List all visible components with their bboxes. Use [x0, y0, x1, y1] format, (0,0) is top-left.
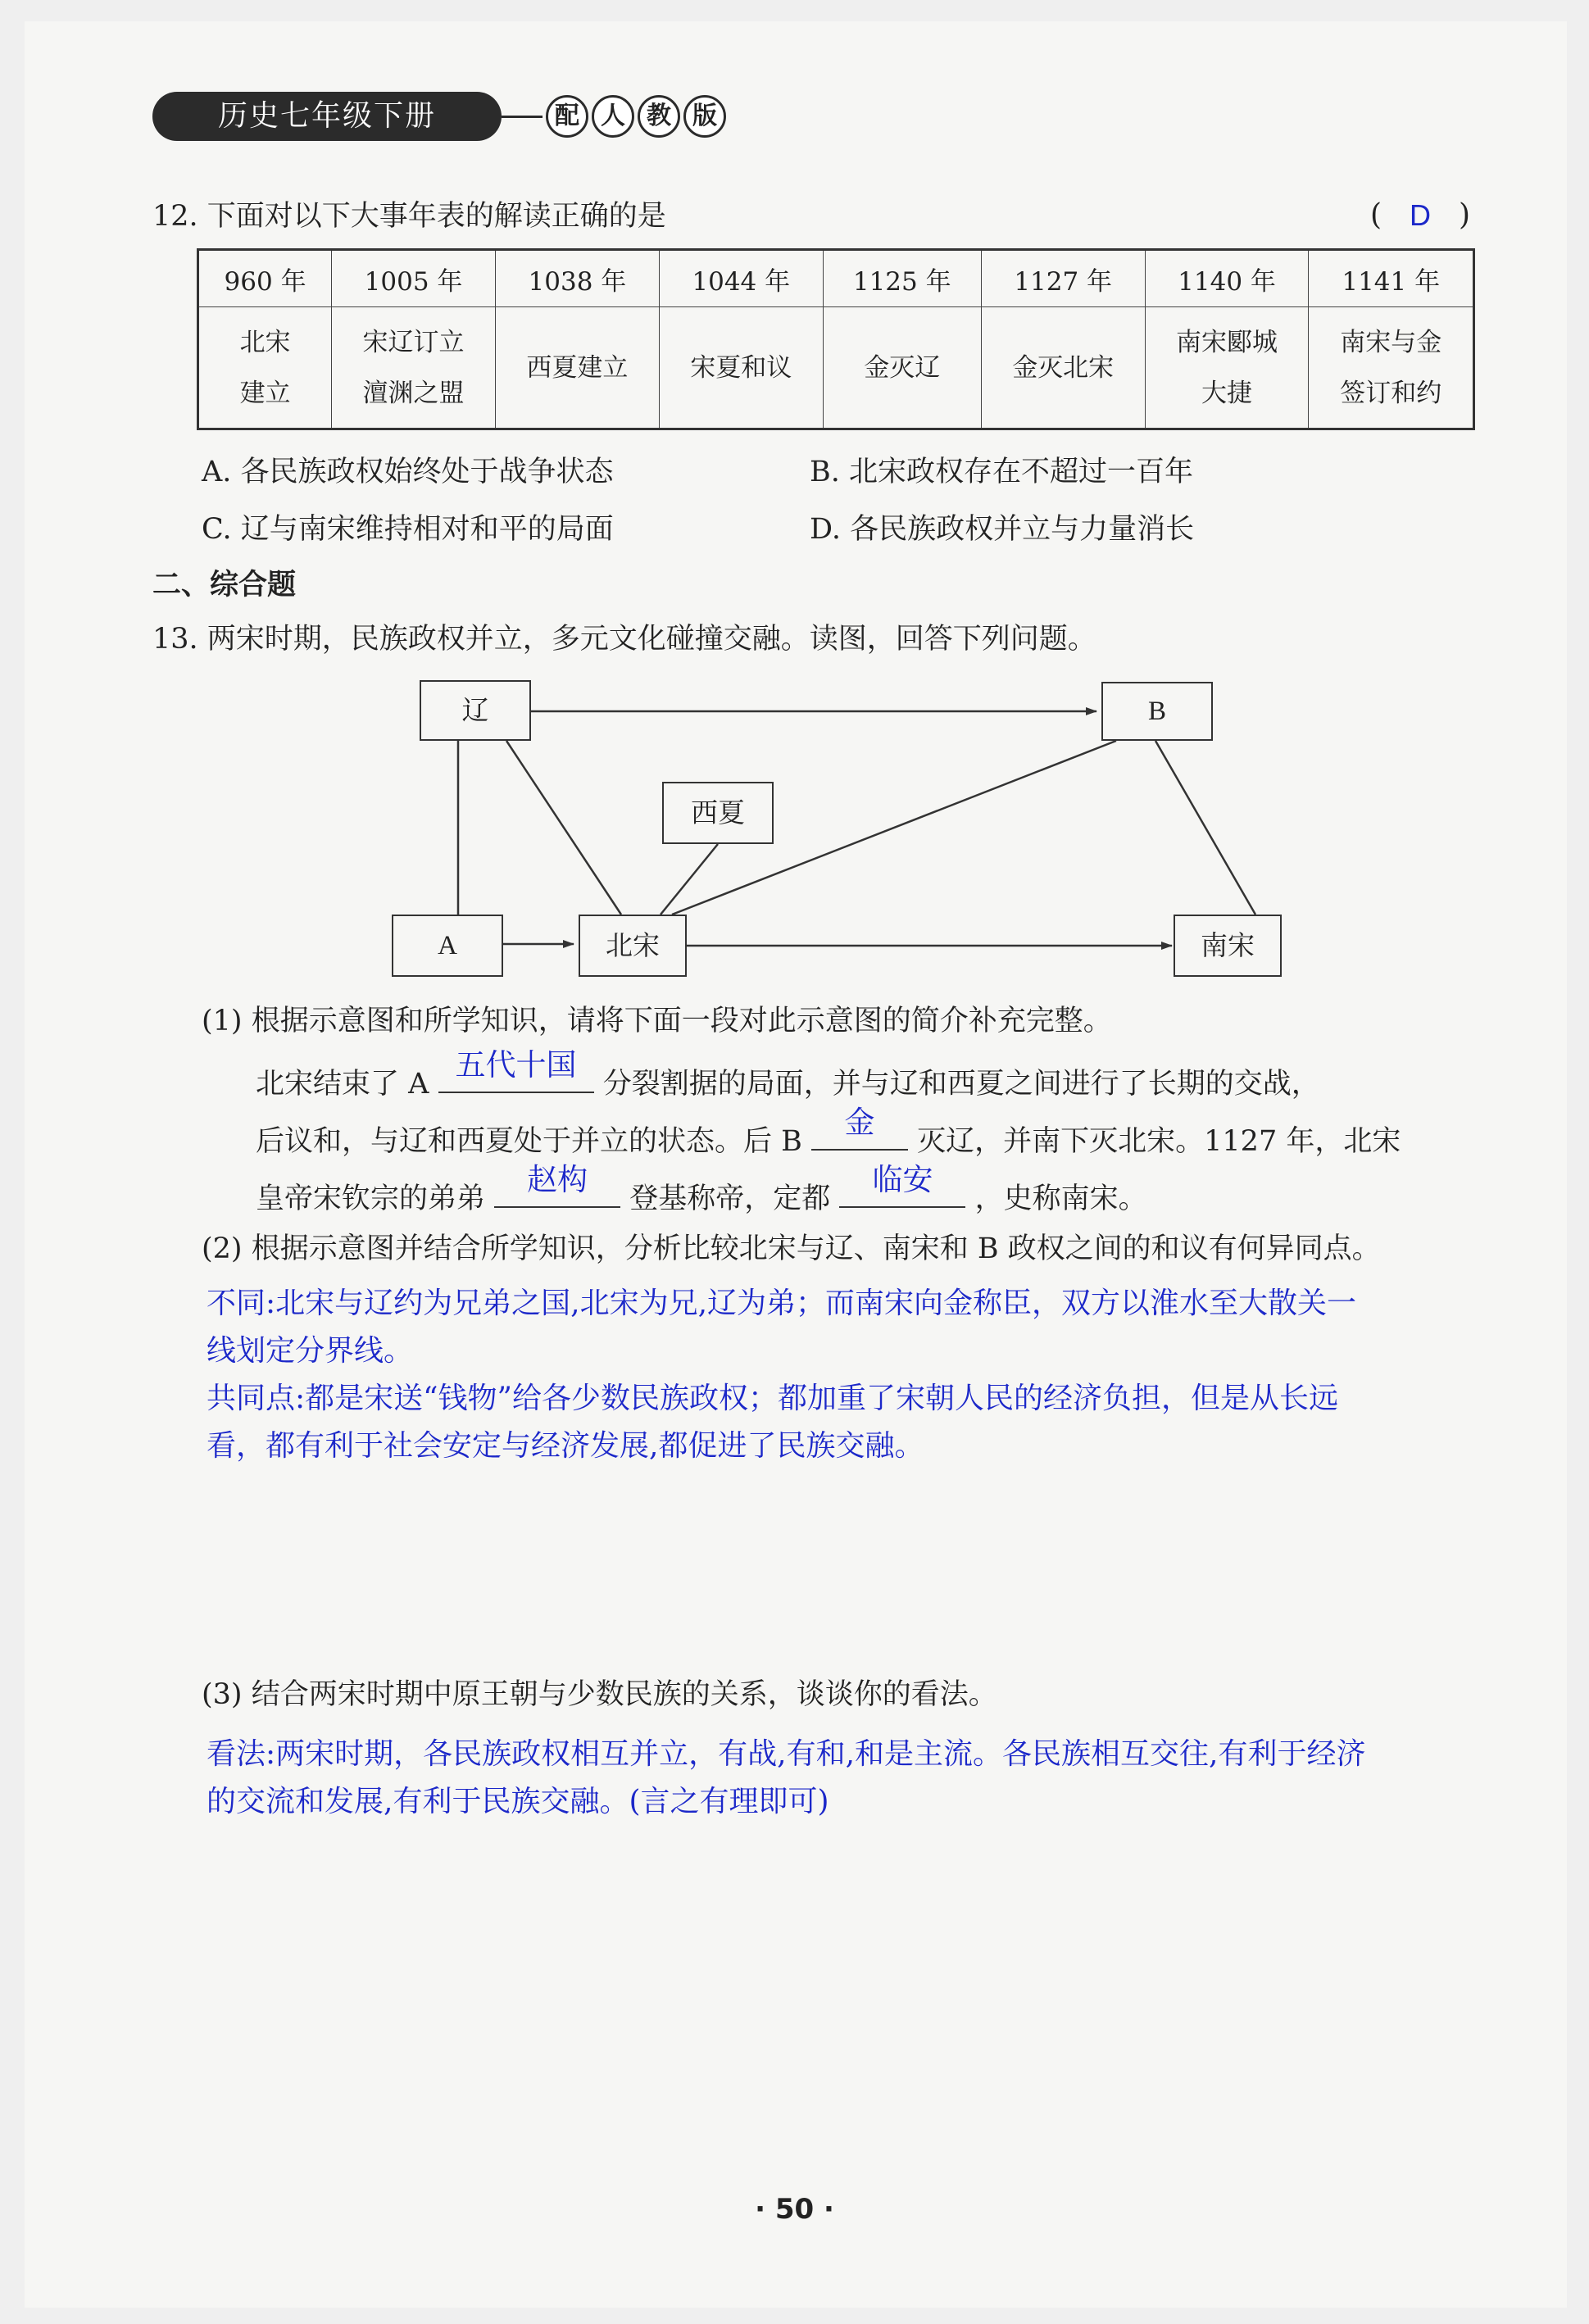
q13-part2-answer: [207, 1280, 1356, 1470]
blank-d-answer: 临安: [872, 1162, 933, 1197]
node-beisong: 北宋: [579, 915, 687, 977]
line-xixia-to-beisong: [661, 844, 718, 915]
text-segment: 分裂割据的局面，并与辽和西夏之间进行了长期的交战，: [602, 1068, 1320, 1101]
node-a: A: [392, 915, 503, 977]
q13-part1-line3: [256, 1162, 1147, 1219]
blank-b-answer: 金: [844, 1105, 875, 1140]
q12-option-d: D. 各民族政权并立与力量消长: [810, 513, 1195, 546]
q13-part1-line1: [256, 1047, 1320, 1104]
answer-line: 线划定分界线。: [207, 1334, 414, 1368]
node-liao: 辽: [420, 680, 531, 741]
section-title: 二、综合题: [152, 569, 297, 601]
answer-line: 的交流和发展,有利于民族交融。(言之有理即可): [207, 1785, 829, 1818]
edition-badge-3: 教: [638, 95, 680, 138]
year-cell: 1044 年: [659, 250, 823, 307]
year-cell: 960 年: [198, 250, 332, 307]
node-xixia: 西夏: [662, 782, 774, 844]
blank-d: [839, 1162, 965, 1208]
q12-answer: D: [1410, 198, 1431, 232]
text-segment: 北宋结束了 A: [256, 1068, 429, 1101]
text-segment: ，史称南宋。: [974, 1182, 1147, 1215]
answer-line: 不同:北宋与辽约为兄弟之国,北宋为兄,辽为弟；而南宋向金称臣，双方以淮水至大散关一: [207, 1287, 1357, 1320]
edition-badge-2: 人: [592, 95, 634, 138]
q13-stem: 13. 两宋时期，民族政权并立，多元文化碰撞交融。读图，回答下列问题。: [152, 623, 1096, 656]
event-line: 南宋与金: [1340, 327, 1442, 357]
q13-part1-line2: [256, 1105, 1401, 1161]
event-line: 澶渊之盟: [362, 378, 465, 408]
edition-badge-4: 版: [683, 95, 726, 138]
year-cell: 1125 年: [823, 250, 981, 307]
q13-part3-answer: [207, 1731, 1365, 1826]
event-line: 金灭北宋: [1012, 352, 1115, 383]
event-line: 金灭辽: [864, 352, 941, 383]
node-b: B: [1101, 682, 1213, 741]
text-segment: 灭辽，并南下灭北宋。1127 年，北宋: [917, 1125, 1401, 1158]
event-line: 签订和约: [1340, 378, 1442, 408]
year-cell: 1038 年: [495, 250, 659, 307]
event-line: 建立: [239, 378, 291, 408]
answer-line: 共同点:都是宋送“钱物”给各少数民族政权；都加重了宋朝人民的经济负担，但是从长远: [207, 1382, 1338, 1415]
event-line: 宋辽订立: [362, 327, 465, 357]
answer-line: 看法:两宋时期，各民族政权相互并立，有战,有和,和是主流。各民族相互交往,有利于经济: [207, 1737, 1366, 1771]
q13-part2-prompt: (2) 根据示意图并结合所学知识，分析比较北宋与辽、南宋和 B 政权之间的和议有何异同点。: [202, 1232, 1381, 1265]
q12-option-b: B. 北宋政权存在不超过一百年: [810, 456, 1193, 488]
event-line: 南宋郾城: [1176, 327, 1278, 357]
page-number: · 50 ·: [755, 2193, 834, 2226]
event-line: 宋夏和议: [690, 352, 792, 383]
node-nansong: 南宋: [1174, 915, 1282, 977]
year-cell: 1127 年: [981, 250, 1145, 307]
blank-a: [438, 1047, 594, 1093]
q12-option-c: C. 辽与南宋维持相对和平的局面: [202, 513, 614, 546]
year-cell: 1140 年: [1145, 250, 1309, 307]
q13-part3-prompt: (3) 结合两宋时期中原王朝与少数民族的关系，谈谈你的看法。: [202, 1678, 997, 1711]
book-title-banner: 历史七年级下册: [152, 92, 502, 141]
line-liao-to-beisong: [506, 741, 621, 915]
blank-a-answer: 五代十国: [455, 1047, 577, 1083]
edition-badge-1: 配: [546, 95, 588, 138]
q12-answer-close: ): [1459, 198, 1471, 232]
line-b-to-nansong: [1155, 741, 1255, 915]
year-cell: 1005 年: [332, 250, 496, 307]
event-line: 西夏建立: [526, 352, 629, 383]
blank-c-answer: 赵构: [527, 1162, 588, 1197]
text-segment: 皇帝宋钦宗的弟弟: [256, 1182, 486, 1215]
blank-b: [811, 1105, 908, 1151]
blank-c: [494, 1162, 620, 1208]
q12-stem: 12. 下面对以下大事年表的解读正确的是: [152, 200, 666, 233]
q13-part1-prompt: (1) 根据示意图和所学知识，请将下面一段对此示意图的简介补充完整。: [202, 1005, 1112, 1037]
event-line: 大捷: [1201, 378, 1253, 408]
event-line: 北宋: [239, 327, 291, 357]
text-segment: 登基称帝，定都: [629, 1182, 831, 1215]
q12-option-a: A. 各民族政权始终处于战争状态: [202, 456, 614, 488]
text-segment: 后议和，与辽和西夏处于并立的状态。后 B: [256, 1125, 802, 1158]
year-cell: 1141 年: [1309, 250, 1474, 307]
answer-line: 看，都有利于社会安定与经济发展,都促进了民族交融。: [207, 1429, 924, 1463]
q12-answer-open: (: [1370, 198, 1382, 232]
